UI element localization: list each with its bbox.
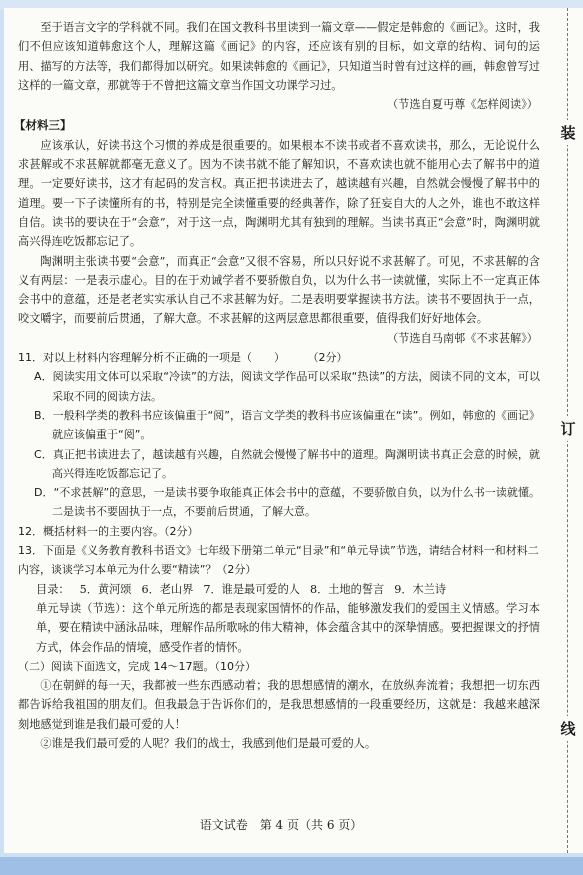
question-11-option-b: B．一般科学类的教科书应该偏重于“阅”，语言文学类的教科书应该偏重在“读”。例如，韩愈的《画记》就应该偏重于“阅”。: [34, 408, 540, 442]
question-12: 12．概括材料一的主要内容。（2分）: [18, 524, 199, 538]
exam-page: [4, 8, 554, 853]
binding-margin: [554, 8, 583, 853]
binding-mark-zhuang: 装: [559, 120, 577, 145]
directory-item: 6．老山界: [141, 582, 194, 596]
section-2-paragraph-1: ①在朝鲜的每一天，我都被一些东西感动着；我的思想感情的潮水，在放纵奔流着；我想把一切东西都告诉给我祖国的朋友们。但我最急于告诉你们的，是我思想感情的一段重要经历，这就是：我越来越深刻地感觉到谁是我们最可爱的人！: [18, 679, 540, 731]
directory-item: 7．谁是最可爱的人: [203, 582, 300, 596]
material3-paragraph-1: 应该承认，好读书这个习惯的养成是很重要的。如果根本不读书或者不喜欢读书，那么，无论说什么求甚解或不求甚解就都毫无意义了。因为不读书就不能了解知识，不喜欢读也就不能用心去了解书中的道理。一定要好读书，这才有起码的发言权。真正把书读进去了，越读越有兴趣，自然就会慢慢了解书中的道理。要一下子读懂所有的书，特别是完全读懂重要的经典著作，除了狂妄自大的人之外，谁也不敢这样自信。读书的要诀在于“会意”，对于这一点，陶渊明尤其有独到的理解。当读书真正“会意”时，陶渊明就高兴得连吃饭都忘记了。: [18, 138, 540, 249]
binding-mark-ding: 订: [559, 416, 577, 441]
question-11-marks: （2分）: [313, 351, 348, 365]
question-13-stem: 13．下面是《义务教育教科书语文》七年级下册第二单元“目录”和“单元导读”节选，请结合材料一和材料二内容，谈谈学习本单元为什么要“精读”？（2分）: [18, 544, 539, 577]
passage-intro-paragraph: 至于语言文字的学科就不同。我们在国文教科书里读到一篇文章——假定是韩愈的《画记》。这时，我们不但应该知道韩愈这个人，理解这篇《画记》的内容，还应该有别的目标，如文章的结构、词句的运用、描写的方法等，我们都得加以研究。如果读韩愈的《画记》，只知道当时曾有过这样的画，韩愈曾写过这样的一篇文章，那就等于不曾把这篇文章当作国文功课学习过。: [18, 21, 540, 92]
material3-heading: 【材料三】: [14, 118, 72, 133]
question-11-option-a: A．阅读实用文体可以采取“冷读”的方法，阅读文学作品可以采取“热读”的方法，阅读不同的文本，可以采取不同的阅读方法。: [34, 370, 540, 403]
question-11-stem: [18, 348, 540, 367]
binding-mark-xian: 线: [559, 716, 577, 741]
directory-item: 9．木兰诗: [394, 582, 447, 596]
question-11-option-c: C．真正把书读进去了，越读越有兴趣，自然就会慢慢了解书中的道理。陶渊明读书真正会意的时候，就高兴得连吃饭都忘记了。: [34, 447, 540, 480]
unit-directory: [18, 580, 540, 599]
section-2-paragraph-2: ②谁是我们最可爱的人呢？我们的战士，我感到他们是最可爱的人。: [40, 736, 377, 750]
question-11-option-d: D．“不求甚解”的意思，一是读书要争取能真正体会书中的意蕴，不要骄傲自负，以为什么书一读就懂。二是读书不要固执于一点，不要前后贯通，了解大意。: [34, 486, 540, 519]
source-citation-1: （节选自夏丏尊《怎样阅读》）: [386, 98, 538, 112]
page-content: [14, 18, 540, 753]
directory-item: 5．黄河颂: [79, 582, 132, 596]
source-citation-2: （节选自马南邨《不求甚解》）: [386, 331, 538, 345]
scan-bottom-edge: [0, 857, 583, 875]
page-footer: 语文试卷 第 4 页（共 6 页）: [199, 818, 363, 832]
material3-paragraph-2: 陶渊明主张读书要“会意”，而真正“会意”又很不容易，所以只好说不求甚解了。可见，不求甚解的含义有两层：一是表示虚心。目的在于劝诫学者不要骄傲自负，以为什么书一读就懂，实际上不一定真正体会书中的意蕴，还是老老实实承认自己不求甚解为好。二是表明要掌握读书方法。读书不要固执于一点，咬文嚼字，而要前后贯通，了解大意。不求甚解的这两层意思都很重要，值得我们好好地体会。: [18, 254, 540, 326]
question-11-text: 11．对以上材料内容理解分析不正确的一项是（ ）: [18, 351, 285, 365]
unit-guide-paragraph: 单元导读（节选）：这个单元所选的都是表现家国情怀的作品，能够激发我们的爱国主义情感。学习本单，要在精读中涵泳品味，理解作品所歌咏的伟大精神，体会蕴含其中的深挚情感。要把握课文的抒情方式，体会作品的情境，感受作者的情怀。: [36, 601, 540, 654]
section-2-title: （二）阅读下面选文，完成 14～17题。（10分）: [18, 659, 256, 673]
directory-label: 目录：: [36, 582, 70, 596]
directory-item: 8．土地的誓言: [309, 582, 385, 596]
